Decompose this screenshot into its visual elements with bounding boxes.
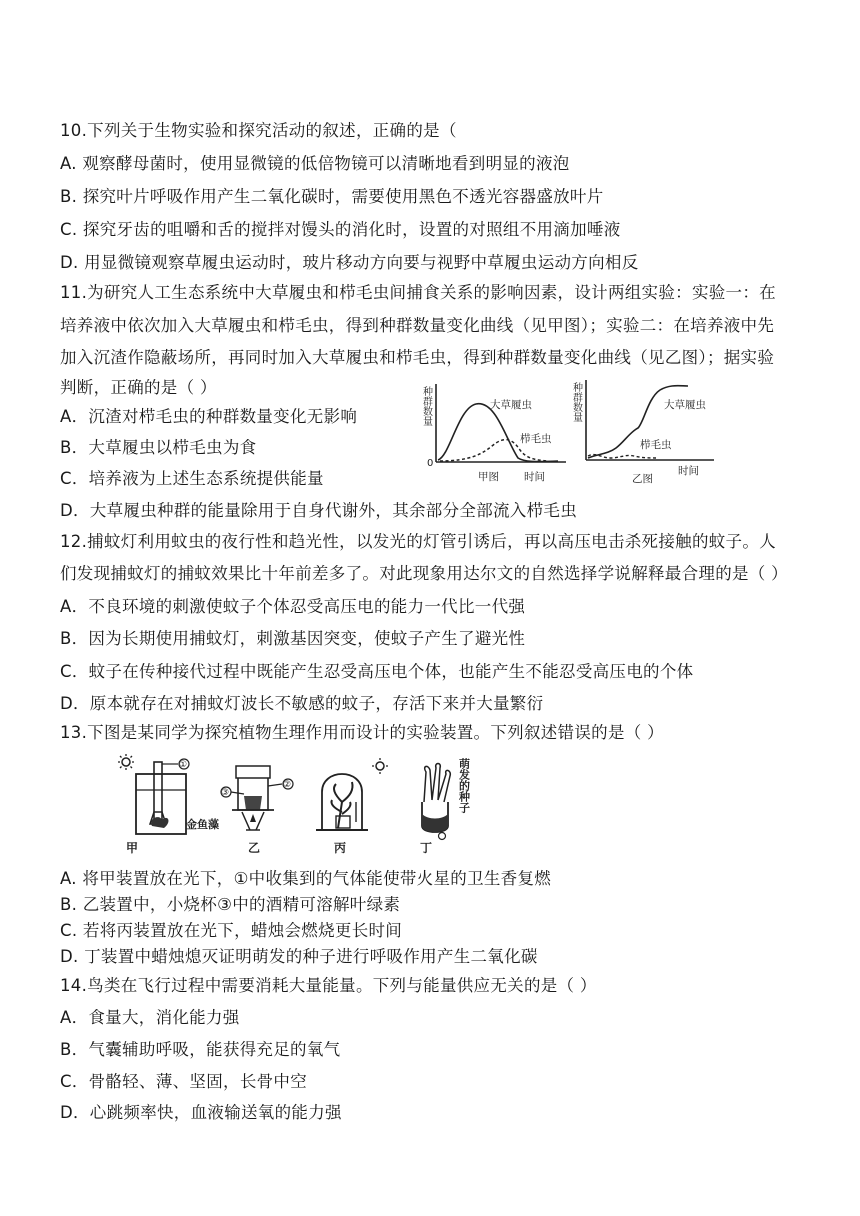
q14-option-b: B．气囊辅助呼吸，能获得充足的氧气 [60,1040,341,1059]
q12-option-d: D．原本就存在对捕蚊灯波长不敏感的蚊子，存活下来并大量繁衍 [60,694,544,713]
q12-option-a: A．不良环境的刺激使蚊子个体忍受高压电的能力一代比一代强 [60,597,526,616]
graph-jia-caption: 甲图 [478,471,499,483]
graph-jia-label-didinium: 栉毛虫 [520,433,552,445]
q10-option-a: A. 观察酵母菌时，使用显微镜的低倍物镜可以清晰地看到明显的液泡 [60,154,570,173]
graph-jia-label-paramecium: 大草履虫 [490,399,532,411]
q13-option-d: D. 丁装置中蜡烛熄灭证明萌发的种子进行呼吸作用产生二氧化碳 [60,947,538,966]
q11-option-d: D．大草履虫种群的能量除用于自身代谢外，其余部分全部流入栉毛虫 [60,501,578,520]
graph-jia [418,380,568,490]
q14-option-a: A．食量大，消化能力强 [60,1008,240,1027]
apparatus-ding-seeds-label: 萌发的种子 [457,758,471,813]
apparatus-yi-marker-3: ③ [221,788,230,798]
q11-option-c: C．培养液为上述生态系统提供能量 [60,469,324,488]
q11-stem-line-4: 判断，正确的是（ ） [60,378,217,397]
q10-option-b: B. 探究叶片呼吸作用产生二氧化碳时，需要使用黑色不透光容器盛放叶片 [60,187,604,206]
graph-yi-caption: 乙图 [632,473,653,485]
q11-option-a: A．沉渣对栉毛虫的种群数量变化无影响 [60,407,358,426]
apparatus-yi [221,766,293,855]
q12-option-b: B．因为长期使用捕蚊灯，刺激基因突变，使蚊子产生了避光性 [60,629,526,648]
q11-stem-line-2: 培养液中依次加入大草履虫和栉毛虫，得到种群数量变化曲线（见甲图）；实验二：在培养液中先 [60,316,775,335]
graph-jia-origin: 0 [427,458,434,469]
q12-option-c: C．蚊子在传种接代过程中既能产生忍受高压电个体，也能产生不能忍受高压电的个体 [60,662,694,681]
apparatus-jia-plant-label: 金鱼藻 [186,818,219,831]
q11-stem-line-3: 加入沉渣作隐蔽场所，再同时加入大草履虫和栉毛虫，得到种群数量变化曲线（见乙图）；据实验 [60,348,775,367]
graph-yi [568,376,728,490]
q10-option-d: D. 用显微镜观察草履虫运动时，玻片移动方向要与视野中草履虫运动方向相反 [60,253,639,272]
apparatus-yi-caption: 乙 [248,841,261,855]
q11-stem-line-1: 11.为研究人工生态系统中大草履虫和栉毛虫间捕食关系的影响因素，设计两组实验：实验一：在 [60,283,776,302]
q13-stem: 13.下图是某同学为探究植物生理作用而设计的实验装置。下列叙述错误的是（ ） [60,723,664,742]
apparatus-ding-caption: 丁 [420,841,433,855]
q12-stem-line-1: 12.捕蚊灯利用蚊虫的夜行性和趋光性，以发光的灯管引诱后，再以高压电击杀死接触的蚊子。人 [60,532,776,551]
q12-stem-line-2: 们发现捕蚊灯的捕蚊效果比十年前差多了。对此现象用达尔文的自然选择学说解释最合理的是（ ） [60,564,788,583]
q14-option-d: D．心跳频率快，血液输送氧的能力强 [60,1103,342,1122]
graph-jia-xlabel: 时间 [524,471,545,483]
graph-yi-label-paramecium: 大草履虫 [664,399,706,411]
q10-stem: 10.下列关于生物实验和探究活动的叙述，正确的是（ [60,121,457,140]
graph-yi-xlabel: 时间 [678,465,699,477]
q14-option-c: C．骨骼轻、薄、坚固，长骨中空 [60,1072,308,1091]
apparatus-bing-caption: 丙 [334,841,347,855]
graph-yi-ylabel: 种群数量 [570,382,582,422]
apparatus-jia-caption: 甲 [126,841,139,855]
apparatus-yi-marker-2: ② [283,780,292,790]
q13-apparatus-figure [112,752,492,858]
graph-yi-label-didinium: 栉毛虫 [640,439,672,451]
graph-yi-curve-paramecium [588,386,688,458]
apparatus-jia [118,754,219,855]
q13-option-c: C. 若将丙装置放在光下，蜡烛会燃烧更长时间 [60,921,403,940]
apparatus-bing [316,758,388,855]
q13-option-b: B. 乙装置中，小烧杯③中的酒精可溶解叶绿素 [60,895,401,914]
graph-jia-ylabel: 种群数量 [420,386,432,426]
q11-option-b: B．大草履虫以栉毛虫为食 [60,438,257,457]
apparatus-ding [420,757,471,855]
q10-option-c: C. 探究牙齿的咀嚼和舌的搅拌对馒头的消化时，设置的对照组不用滴加唾液 [60,220,621,239]
apparatus-jia-marker-1: ① [179,760,188,770]
q14-stem: 14.鸟类在飞行过程中需要消耗大量能量。下列与能量供应无关的是（ ） [60,976,597,995]
q13-option-a: A. 将甲装置放在光下，①中收集到的气体能使带火星的卫生香复燃 [60,869,552,888]
